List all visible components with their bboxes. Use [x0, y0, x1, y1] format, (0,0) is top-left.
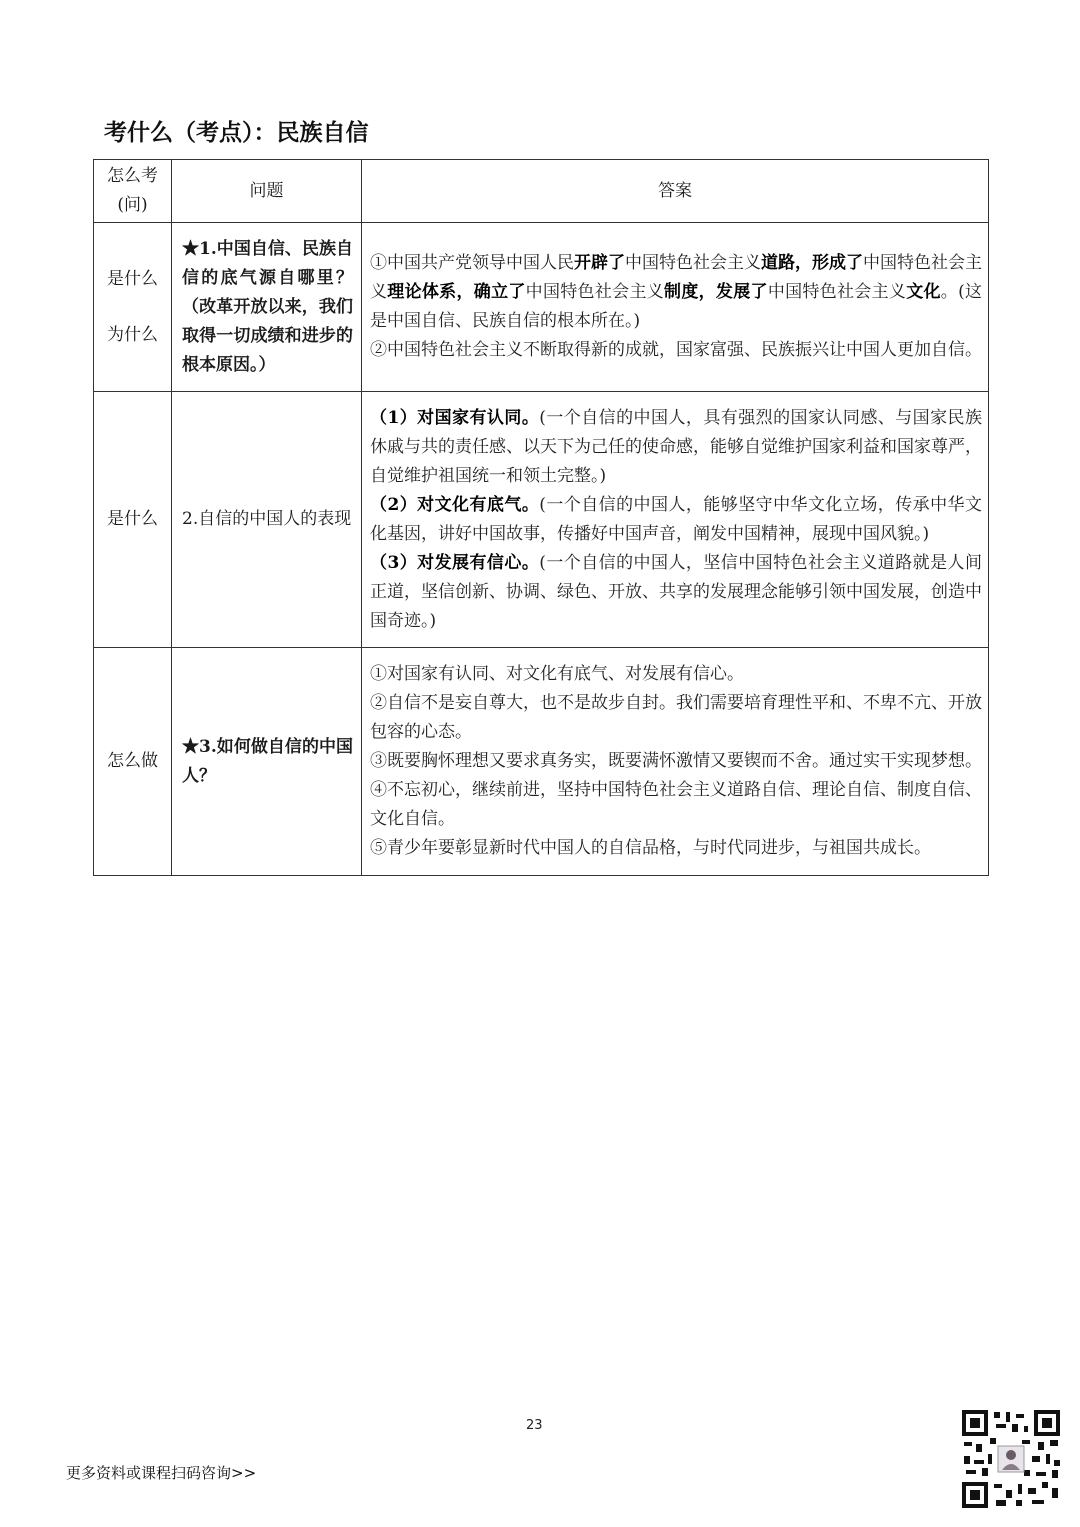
- answer-item: ③既要胸怀理想又要求真务实，既要满怀激情又要锲而不舍。通过实干实现梦想。: [370, 751, 982, 771]
- answer-item: ④不忘初心，继续前进，坚持中国特色社会主义道路自信、理论自信、制度自信、文化自信。: [370, 780, 982, 829]
- footer-text: 更多资料或课程扫码咨询>>: [66, 1464, 257, 1482]
- answer-item: （1）对国家有认同。(一个自信的中国人，具有强烈的国家认同感、与国家民族休戚与共的责任感、以天下为己任的使命感，能够自觉维护国家利益和国家尊严，自觉维护祖国统一和领土完整。): [370, 407, 982, 486]
- qr-code-icon[interactable]: [960, 1408, 1062, 1510]
- header-ask: 怎么考 (问): [94, 160, 172, 223]
- row-question: 2.自信的中国人的表现: [172, 392, 362, 648]
- page-title: 考什么（考点）：民族自信: [104, 120, 369, 146]
- table-row: [94, 223, 989, 392]
- table-row: [94, 392, 989, 648]
- header-answer: 答案: [362, 160, 989, 223]
- page-number: 23: [526, 1418, 543, 1433]
- header-question: 问题: [172, 160, 362, 223]
- answer-item: （2）对文化有底气。(一个自信的中国人，能够坚守中华文化立场，传承中华文化基因，讲好中国故事，传播好中国声音，阐发中国精神，展现中国风貌。): [370, 494, 982, 544]
- answer-item: ②中国特色社会主义不断取得新的成就，国家富强、民族振兴让中国人更加自信。: [370, 340, 982, 360]
- answer-item: ①对国家有认同、对文化有底气、对发展有信心。: [370, 664, 744, 684]
- answer-item: ⑤青少年要彰显新时代中国人的自信品格，与时代同进步，与祖国共成长。: [370, 838, 931, 858]
- row-answer: [362, 223, 989, 392]
- row-type: 怎么做: [94, 648, 172, 876]
- answer-item: （3）对发展有信心。(一个自信的中国人，坚信中国特色社会主义道路就是人间正道，坚信创新、协调、绿色、开放、共享的发展理念能够引领中国发展，创造中国奇迹。): [370, 552, 982, 631]
- row-question: ★3.如何做自信的中国人？: [172, 648, 362, 876]
- row-type: 是什么: [94, 392, 172, 648]
- exam-points-table: [93, 159, 989, 876]
- answer-item: ①中国共产党领导中国人民开辟了中国特色社会主义道路，形成了中国特色社会主义理论体系，确立了中国特色社会主义制度，发展了中国特色社会主义文化。(这是中国自信、民族自信的根本所在。): [370, 253, 983, 331]
- answer-item: ②自信不是妄自尊大，也不是故步自封。我们需要培育理性平和、不卑不亢、开放包容的心态。: [370, 693, 982, 742]
- table-row: [94, 648, 989, 876]
- row-answer: [362, 648, 989, 876]
- row-answer: [362, 392, 989, 648]
- table-header-row: [94, 160, 989, 223]
- row-type: 是什么 为什么: [94, 223, 172, 392]
- row-question: ★1.中国自信、民族自信的底气源自哪里？（改革开放以来，我们取得一切成绩和进步的根本原因。）: [172, 223, 362, 392]
